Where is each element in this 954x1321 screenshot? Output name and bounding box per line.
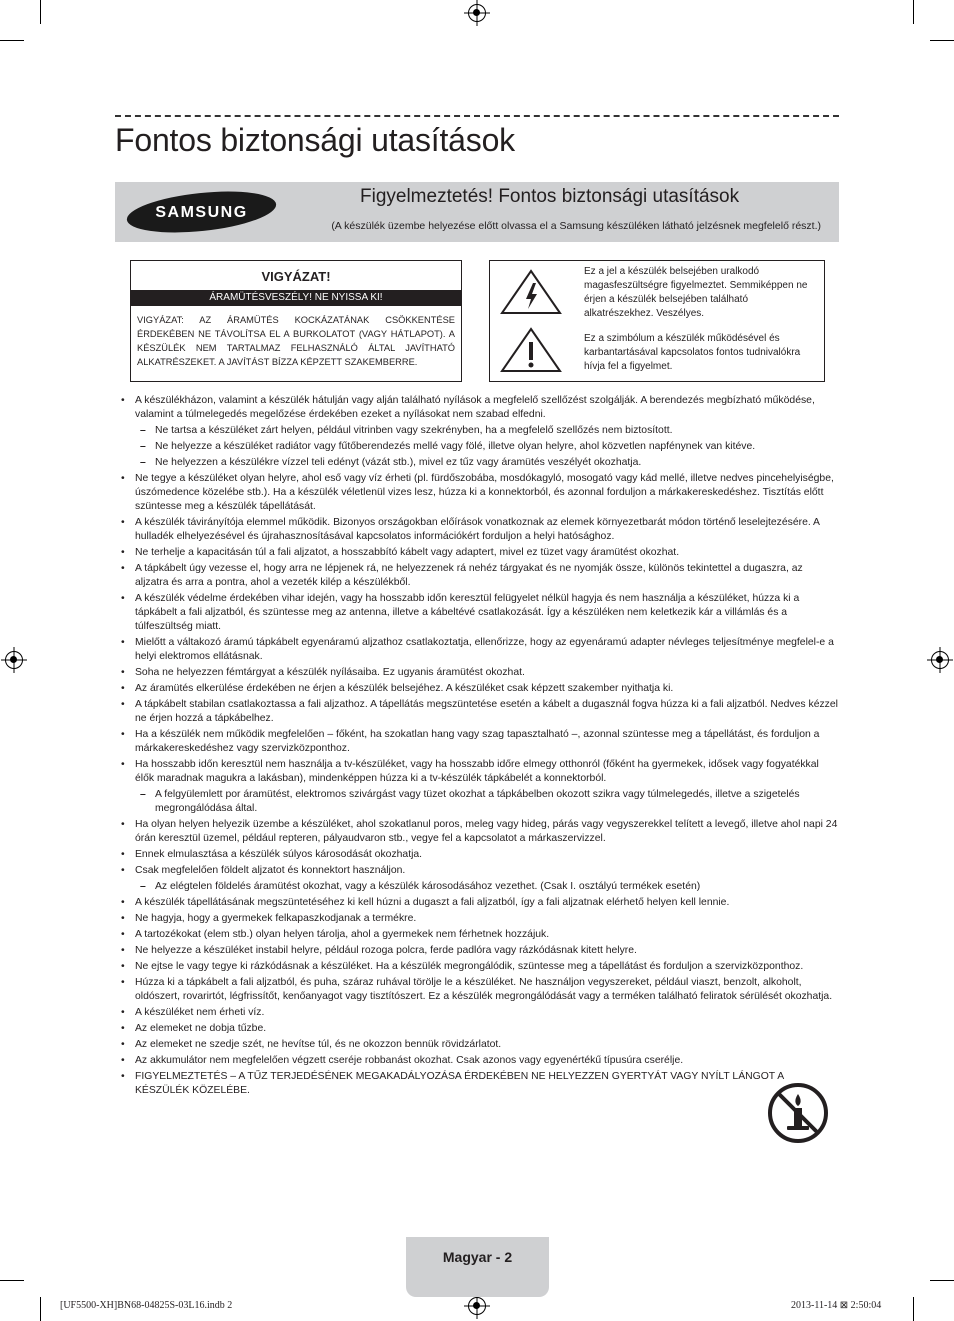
list-item: • Az akkumulátor nem megfelelően végzett cseréje robbanást okozhat. Csak azonos vagy egyenértékű típusúra cserélje. xyxy=(120,1054,838,1068)
list-item: • Ennek elmulasztása a készülék súlyos károsodását okozhatja. xyxy=(120,848,838,862)
list-item: • FIGYELMEZTETÉS – A TŰZ TERJEDÉSÉNEK MEGAKADÁLYOZÁSA ÉRDEKÉBEN NE HELYEZZEN GYERTYÁT VAGY NYÍLT LÁNGOT A KÉSZÜLÉK KÖZELÉBE. xyxy=(120,1070,838,1098)
list-item: • Húzza ki a tápkábelt a fali aljzatból, és puha, száraz ruhával törölje le a készüléket. Ne használjon vegyszereket, például viaszt, benzolt, alkoholt, oldószert, rovarirtót, légfrissítőt, kenőanyagot vagy tisztítószert. Ez a készülék megrongálódását vagy a terméken található feliratok sérülését okozhatja. xyxy=(120,976,838,1004)
no-open-flame-icon xyxy=(767,1082,829,1144)
high-voltage-text: Ez a jel a készülék belsejében uralkodó magasfeszültségre figyelmeztet. Semmiképpen ne érjen a készülék belsejében található alkatrészekhez. Veszélyes. xyxy=(584,266,808,319)
crop-mark xyxy=(913,1297,914,1321)
samsung-logo xyxy=(125,190,278,234)
sub-list-item: – A felgyülemlett por áramütést, elektromos szivárgást vagy tüzet okozhat a tápkábelben okozott szikra vagy túlmelegedés, illetve a szigetelés megrongálódása által. xyxy=(120,788,838,816)
banner-subtitle: (A készülék üzembe helyezése előtt olvassa el a Samsung készüléken látható jelzésnek megfelelő részt.) xyxy=(331,220,821,232)
page-number: Magyar - 2 xyxy=(442,1249,513,1265)
list-item: • Ha hosszabb időn keresztül nem használja a tv-készüléket, vagy ha hosszabb időre elmegy otthonról (főként ha gyermekek, idősek vagy fogyatékkal élők maradnak magukra a lakásban), mindenképpen húzza ki a tv-készülék tápkábelét a konnektorból. xyxy=(120,758,838,786)
list-item: • Ha a készülék nem működik megfelelően – főként, ha szokatlan hang vagy szag tapasztalható –, azonnal szüntesse meg a tápellátást, és forduljon a márkakereskedéshez vagy szervizközponthoz. xyxy=(120,728,838,756)
high-voltage-icon xyxy=(500,269,562,315)
crop-mark xyxy=(930,40,954,41)
list-item: • Mielőtt a váltakozó áramú tápkábelt egyenáramú aljzathoz csatlakoztatja, ellenőrizze, hogy az egyenáramú adapter névleges teljesítménye megfelel-e a helyi elektromos ellátásnak. xyxy=(120,636,838,664)
warning-banner xyxy=(115,182,839,242)
list-item: • A tápkábelt úgy vezesse el, hogy arra ne lépjenek rá, ne helyezzenek rá nehéz tárgyakat és ne nyomják össze, különös tekintettel a dugaszra, az aljzatra és arra a pontra, ahol a vezeték kilép a készülékből. xyxy=(120,562,838,590)
list-item: • A készülék tápellátásának megszüntetéséhez ki kell húzni a dugaszt a fali aljzatból, így a fali aljzatnak elérhető helyen kell lennie. xyxy=(120,896,838,910)
sub-list-item: – Ne helyezze a készüléket radiátor vagy fűtőberendezés mellé vagy fölé, illetve olyan helyre, ahol közvetlen napfénynek van kitéve. xyxy=(120,440,838,454)
list-item: • Ne helyezze a készüléket instabil helyre, például rozoga polcra, ferde padlóra vagy rázkódásnak kitett helyre. xyxy=(120,944,838,958)
list-item: • Az elemeket ne szedje szét, ne hevítse túl, és ne okozzon bennük rövidzárlatot. xyxy=(120,1038,838,1052)
caution-heading: VIGYÁZAT! xyxy=(261,269,331,284)
list-item: • Ne hagyja, hogy a gyermekek felkapaszkodjanak a termékre. xyxy=(120,912,838,926)
symbols-box xyxy=(489,260,825,382)
list-item: • A készülék védelme érdekében vihar idején, vagy ha hosszabb időn keresztül felügyelet nélkül hagyja és nem használja a készüléket, húzza ki a tápkábelt a fali aljzatból, és szüntesse meg az antenna, illetve a kábeltévé csatlakozását. Így a készüléken nem keletkezik kár a villámlás és a túlfeszültség miatt. xyxy=(120,592,838,634)
exclamation-icon xyxy=(500,327,562,373)
list-item: • Az áramütés elkerülése érdekében ne érjen a készülék belsejéhez. A készüléket csak képzett szakember nyithatja ki. xyxy=(120,682,838,696)
registration-mark-icon xyxy=(468,1297,486,1315)
list-item: • Ne terhelje a kapacitásán túl a fali aljzatot, a hosszabbító kábelt vagy adaptert, mivel ez tüzet vagy áramütést okozhat. xyxy=(120,546,838,560)
list-item: • A készülék távirányítója elemmel működik. Bizonyos országokban előírások vonatkoznak az elemek környezetbarát módon történő leselejtezésére. A hulladék elhelyezésével és újrahasznosításával kapcsolatos információkért forduljon a helyi hatósághoz. xyxy=(120,516,838,544)
registration-mark-icon xyxy=(5,651,23,669)
list-item: • A készülékházon, valamint a készülék hátulján vagy alján található nyílások a megfelelő szellőzést szolgálják. A berendezés megbízható működése, valamint a túlmelegedés megelőzése érdekében ezeket a nyílásokat nem szabad elfedni. xyxy=(120,394,838,422)
list-item: • Ha olyan helyen helyezik üzembe a készüléket, ahol szokatlanul poros, meleg vagy hideg, párás vagy vegyszerekkel telített a levegő, illetve ahol napi 24 órán keresztül üzemel, például repteren, pályaudvaron stb., vegye fel a kapcsolatot a márkaszervizzel. xyxy=(120,818,838,846)
sub-list-item: – Ne helyezzen a készülékre vízzel teli edényt (vázát stb.), mivel ez tűz vagy áramütés veszélyét okozhatja. xyxy=(120,456,838,470)
list-item: • Csak megfelelően földelt aljzatot és konnektort használjon. xyxy=(120,864,838,878)
list-item: • A tápkábelt stabilan csatlakoztassa a fali aljzathoz. A tápellátás megszüntetése esetén a kábelt a dugasznál fogva húzza ki a fali aljzatból. Nedves kézzel ne érjen hozzá a tápkábelhez. xyxy=(120,698,838,726)
page-number-tab xyxy=(406,1237,549,1297)
banner-title: Figyelmeztetés! Fontos biztonsági utasítások xyxy=(360,186,740,207)
registration-mark-icon xyxy=(468,4,486,22)
print-imprint-file: [UF5500-XH]BN68-04825S-03L16.indb 2 xyxy=(60,1300,233,1311)
crop-mark xyxy=(40,1297,41,1321)
sub-list-item: – Az elégtelen földelés áramütést okozhat, vagy a készülék károsodásához vezethet. (Csak I. osztályú termékek esetén) xyxy=(120,880,838,894)
svg-text:SAMSUNG: SAMSUNG xyxy=(155,204,248,221)
caution-box xyxy=(130,260,462,382)
crop-mark xyxy=(0,40,24,41)
title-divider xyxy=(115,115,839,117)
caution-text: VIGYÁZAT: AZ ÁRAMÜTÉS KOCKÁZATÁNAK CSÖKKENTÉSE ÉRDEKÉBEN NE TÁVOLÍTSA EL A BURKOLATOT (VAGY HÁTLAPOT). A KÉSZÜLÉK NEM TARTALMAZ FELHASZNÁLÓ ÁLTAL JAVÍTHATÓ ALKATRÉSZEKET. A JAVÍTÁST BÍZZA KÉPZETT SZAKEMBERRE. xyxy=(137,315,455,367)
list-item: • Soha ne helyezzen fémtárgyat a készülék nyílásaiba. Ez ugyanis áramütést okozhat. xyxy=(120,666,838,680)
list-item: • Az elemeket ne dobja tűzbe. xyxy=(120,1022,838,1036)
crop-mark xyxy=(40,0,41,24)
list-item: • A tartozékokat (elem stb.) olyan helyen tárolja, ahol a gyermekek nem férhetnek hozzájuk. xyxy=(120,928,838,942)
safety-instructions-list xyxy=(120,394,838,1100)
list-item: • Ne tegye a készüléket olyan helyre, ahol eső vagy víz érheti (pl. fürdőszobába, mosdókagyló, mosogató vagy kád mellé, illetve nedves pincehelyiségbe, úszómedence közelébe stb.). Ha a készülék véletlenül vizes lesz, húzza ki a konnektorból, és azonnal forduljon a márkakereskedéshez. Tisztítás előtt szüntesse meg a készülék tápellátását. xyxy=(120,472,838,514)
page-title: Fontos biztonsági utasítások xyxy=(115,122,515,158)
crop-mark xyxy=(0,1280,24,1281)
print-imprint-date: 2013-11-14 ⊠ 2:50:04 xyxy=(791,1300,882,1311)
registration-mark-icon xyxy=(931,651,949,669)
exclamation-text: Ez a szimbólum a készülék működésével és karbantartásával kapcsolatos fontos tudnivalókra hívja fel a figyelmet. xyxy=(584,333,801,372)
crop-mark xyxy=(930,1280,954,1281)
sub-list-item: – Ne tartsa a készüléket zárt helyen, például vitrinben vagy szekrényben, ha a megfelelő szellőzés nem biztosított. xyxy=(120,424,838,438)
crop-mark xyxy=(913,0,914,24)
list-item: • A készüléket nem érheti víz. xyxy=(120,1006,838,1020)
list-item: • Ne ejtse le vagy tegye ki rázkódásnak a készüléket. Ha a készülék megrongálódik, szüntesse meg a tápellátást és forduljon a szervizközponthoz. xyxy=(120,960,838,974)
caution-bar: ÁRAMÜTÉSVESZÉLY! NE NYISSA KI! xyxy=(131,290,461,306)
